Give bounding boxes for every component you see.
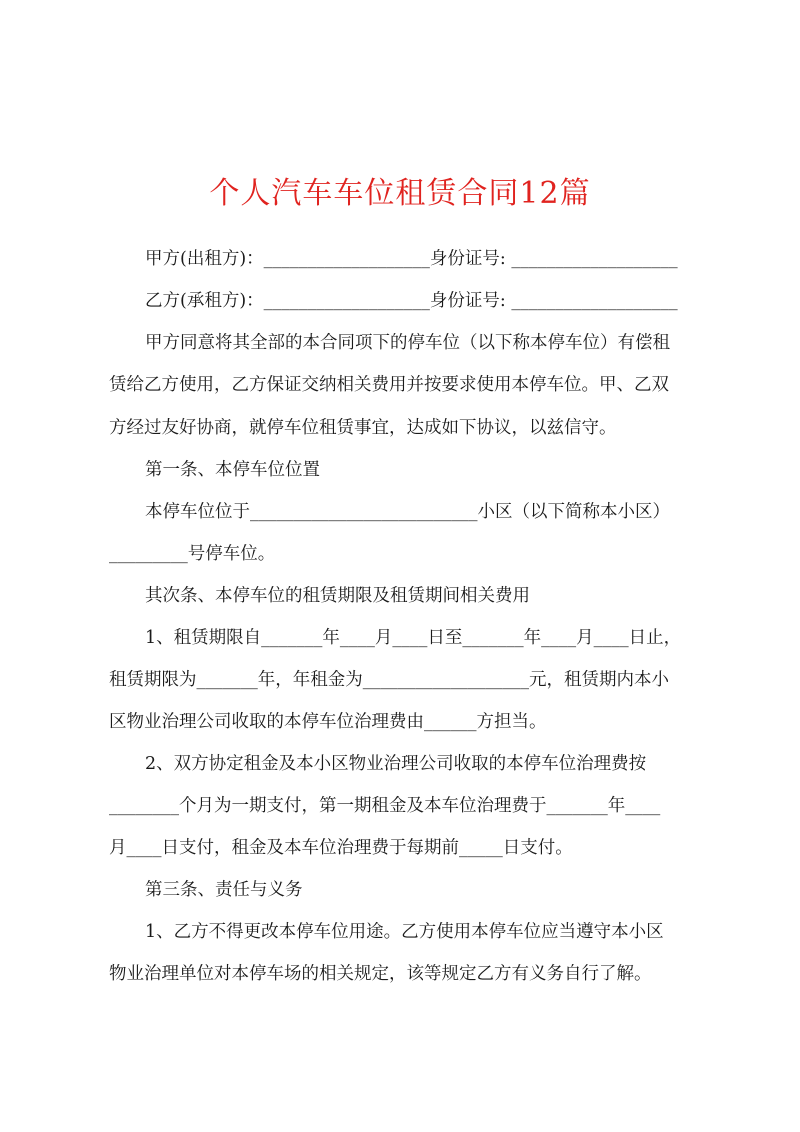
paragraph-line: _________号停车位。 [109,544,276,564]
paragraph-line: 本停车位位于__________________________小区（以下简称本小区） [145,502,670,522]
paragraph-line: 月____日支付，租金及本车位治理费于每期前_____日支付。 [109,838,573,858]
paragraph-line: ________个月为一期支付，第一期租金及本车位治理费于_______年____ [109,796,661,816]
paragraph-line: 1、乙方不得更改本停车位用途。乙方使用本停车位应当遵守本小区 [145,922,664,942]
paragraph-line: 区物业治理公司收取的本停车位治理费由______方担当。 [109,712,547,732]
paragraph-line: 2、双方协定租金及本小区物业治理公司收取的本停车位治理费按 [145,754,647,774]
paragraph-line: 租赁期限为_______年，年租金为___________________元，租赁期内本小 [109,670,669,690]
article-heading: 第三条、责任与义务 [145,880,303,900]
party-b-line: 乙方(承租方)：___________________身份证号: ___________________ [145,291,678,311]
paragraph-line: 甲方同意将其全部的本合同项下的停车位（以下称本停车位）有偿租 [145,333,670,353]
paragraph-line: 方经过友好协商，就停车位租赁事宜，达成如下协议，以兹信守。 [109,418,617,438]
paragraph-line: 赁给乙方使用，乙方保证交纳相关费用并按要求使用本停车位。甲、乙双 [109,375,669,395]
party-a-line: 甲方(出租方)：___________________身份证号: ___________________ [145,249,678,269]
paragraph-line: 1、租赁期限自_______年____月____日至_______年____月____日止， [145,628,682,648]
article-heading: 其次条、本停车位的租赁期限及租赁期间相关费用 [145,586,530,606]
paragraph-line: 物业治理单位对本停车场的相关规定，该等规定乙方有义务自行了解。 [109,964,652,984]
document-title: 个人汽车车位租赁合同12篇 [209,176,591,211]
article-heading: 第一条、本停车位位置 [145,460,320,480]
